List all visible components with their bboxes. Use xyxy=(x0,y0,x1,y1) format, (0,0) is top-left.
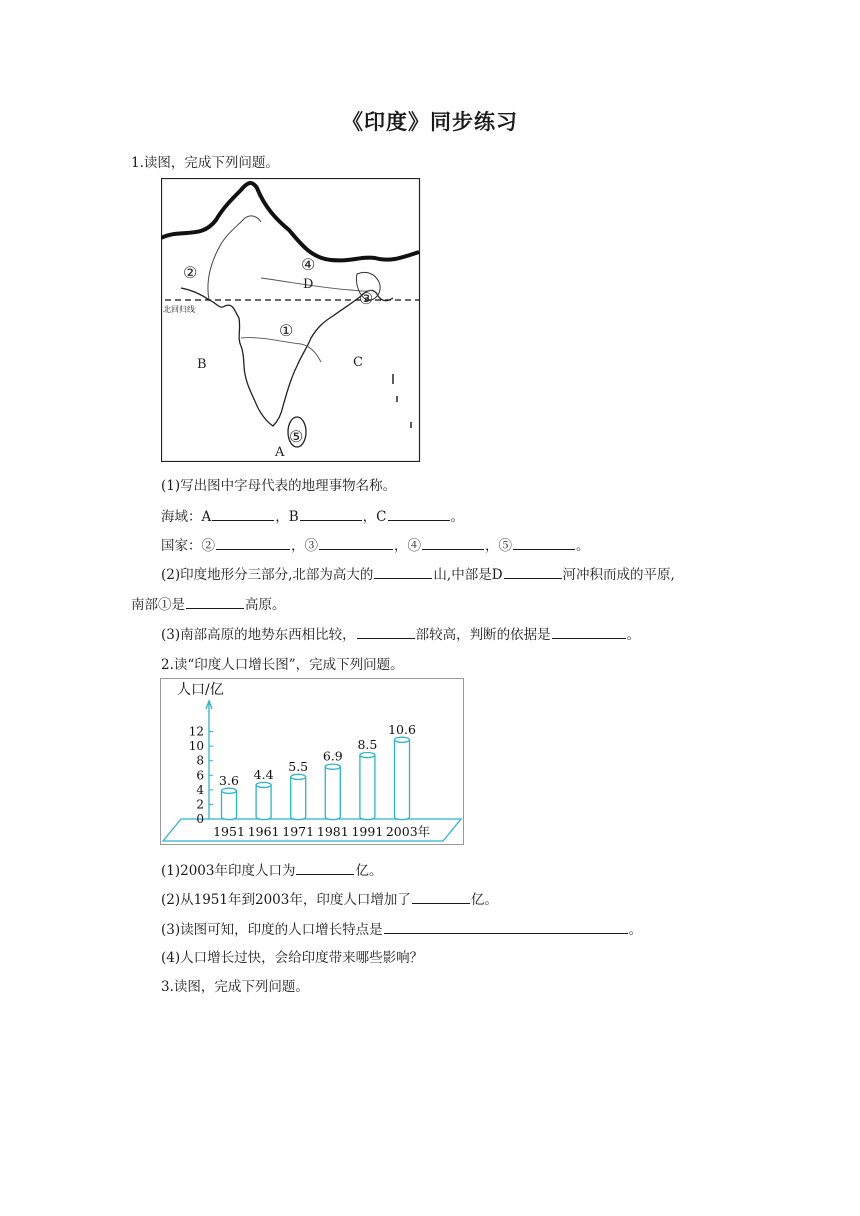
chart-y-tick-label: 4 xyxy=(196,782,204,797)
blank-mountain[interactable] xyxy=(374,566,432,579)
chart-bar-top xyxy=(291,774,306,779)
chart-bar xyxy=(291,777,306,820)
q2-sub2-text-b: 亿。 xyxy=(470,892,498,908)
map-label-3: ③ xyxy=(359,289,374,308)
map-label-d: D xyxy=(303,277,314,292)
sub3-text-a: (3)南部高原的地势东西相比较， xyxy=(161,627,356,643)
q2-sub1-text-a: (1)2003年印度人口为 xyxy=(161,863,296,879)
chart-x-tick-label: 1951 xyxy=(213,824,245,839)
q2-sub4: (4)人口增长过快，会给印度带来哪些影响？ xyxy=(161,950,424,966)
blank-growth-feature[interactable] xyxy=(384,921,628,934)
chart-x-tick-label: 1981 xyxy=(316,824,349,839)
blank-country-4[interactable] xyxy=(422,537,484,550)
q1-sub3-line xyxy=(161,623,640,643)
blank-country-3[interactable] xyxy=(319,537,393,550)
chart-bar-top xyxy=(395,737,410,742)
chart-bar xyxy=(256,785,271,820)
india-map-svg xyxy=(161,178,423,462)
sea-end: 。 xyxy=(450,509,465,525)
sub3-text-c: 。 xyxy=(626,627,641,643)
q2-sub3-text-a: (3)读图可知，印度的人口增长特点是 xyxy=(161,922,383,938)
q1-heading: 1.读图，完成下列问题。 xyxy=(131,155,279,171)
blank-population-2003[interactable] xyxy=(296,862,354,875)
chart-bar-top xyxy=(256,782,271,787)
chart-y-tick-label: 8 xyxy=(196,753,204,768)
country-label: 国家：② xyxy=(161,538,215,554)
q2-sub1-line xyxy=(161,859,382,879)
blank-population-increase[interactable] xyxy=(412,891,470,904)
country-5-label: ，⑤ xyxy=(485,538,512,554)
chart-bar-top xyxy=(325,764,340,769)
chart-x-tick-label: 1991 xyxy=(351,824,384,839)
tropic-label: 北回归线 xyxy=(163,305,195,314)
country-end: 。 xyxy=(576,538,590,554)
blank-reason[interactable] xyxy=(552,626,626,639)
q1-sub2-line xyxy=(161,563,675,583)
chart-x-tick-label: 2003年 xyxy=(385,824,431,839)
chart-data-label: 6.9 xyxy=(322,748,343,764)
chart-y-tick-label: 6 xyxy=(196,768,204,783)
map-label-1: ① xyxy=(279,321,294,340)
q1-sub2b-line xyxy=(131,593,286,613)
q1-country-line xyxy=(161,534,590,554)
map-label-5: ⑤ xyxy=(289,427,304,446)
sub2b-text-a: 南部①是 xyxy=(131,597,185,613)
chart-y-tick-label: 0 xyxy=(196,812,204,826)
india-map xyxy=(161,178,423,462)
sea-label: 海域：A xyxy=(161,509,212,525)
q3-heading: 3.读图，完成下列问题。 xyxy=(161,979,309,995)
blank-higher-side[interactable] xyxy=(357,626,415,639)
q1-sub1: (1)写出图中字母代表的地理事物名称。 xyxy=(161,478,397,494)
chart-data-label: 3.6 xyxy=(219,772,239,788)
map-label-c: C xyxy=(353,355,363,370)
chart-y-tick-label: 10 xyxy=(188,739,204,754)
chart-data-label: 10.6 xyxy=(388,721,416,737)
blank-plateau[interactable] xyxy=(186,596,244,609)
chart-y-tick-label: 2 xyxy=(196,797,204,812)
chart-bar xyxy=(360,755,375,820)
map-label-4: ④ xyxy=(301,255,316,274)
sub2b-text-b: 高原。 xyxy=(245,597,286,613)
chart-bar xyxy=(325,767,340,820)
blank-country-5[interactable] xyxy=(513,537,575,550)
map-label-a: A xyxy=(275,445,285,460)
blank-sea-b[interactable] xyxy=(300,508,362,521)
chart-x-tick-label: 1961 xyxy=(247,824,280,839)
chart-data-label: 5.5 xyxy=(288,758,309,774)
q2-sub2-line xyxy=(161,888,498,908)
sub3-text-b: 部较高，判断的依据是 xyxy=(415,627,551,643)
map-label-2: ② xyxy=(183,263,198,282)
chart-ylabel: 人口/亿 xyxy=(177,682,224,698)
population-chart-svg xyxy=(161,679,463,844)
blank-river[interactable] xyxy=(504,566,562,579)
chart-x-tick-label: 1971 xyxy=(282,824,315,839)
page-title: 《印度》同步练习 xyxy=(342,109,518,134)
chart-data-label: 4.4 xyxy=(253,766,274,782)
sea-c-label: ，C xyxy=(362,509,387,525)
blank-country-2[interactable] xyxy=(216,537,290,550)
chart-data-label: 8.5 xyxy=(357,737,378,753)
chart-y-tick-label: 12 xyxy=(188,724,204,739)
sub2-text-c: 河冲积而成的平原, xyxy=(562,567,675,583)
chart-bar xyxy=(222,791,237,820)
country-3-label: ，③ xyxy=(291,538,318,554)
q2-sub3-text-b: 。 xyxy=(628,922,643,938)
q2-heading: 2.读“印度人口增长图”，完成下列问题。 xyxy=(161,657,404,673)
q1-sea-line xyxy=(161,505,464,525)
q2-sub3-line xyxy=(161,918,642,938)
chart-bar xyxy=(395,740,410,820)
sub2-text-a: (2)印度地形分三部分,北部为高大的 xyxy=(161,567,374,583)
sub2-text-b: 山,中部是D xyxy=(433,567,503,583)
country-4-label: ，④ xyxy=(394,538,421,554)
sea-b-label: ，B xyxy=(275,509,299,525)
blank-sea-c[interactable] xyxy=(388,508,450,521)
chart-bar-top xyxy=(360,752,375,757)
chart-bar-top xyxy=(222,788,237,793)
q2-sub1-text-b: 亿。 xyxy=(355,863,383,879)
q2-sub2-text-a: (2)从1951年到2003年，印度人口增加了 xyxy=(161,892,411,908)
blank-sea-a[interactable] xyxy=(212,508,274,521)
population-chart xyxy=(160,678,464,845)
map-label-b: B xyxy=(197,357,207,372)
